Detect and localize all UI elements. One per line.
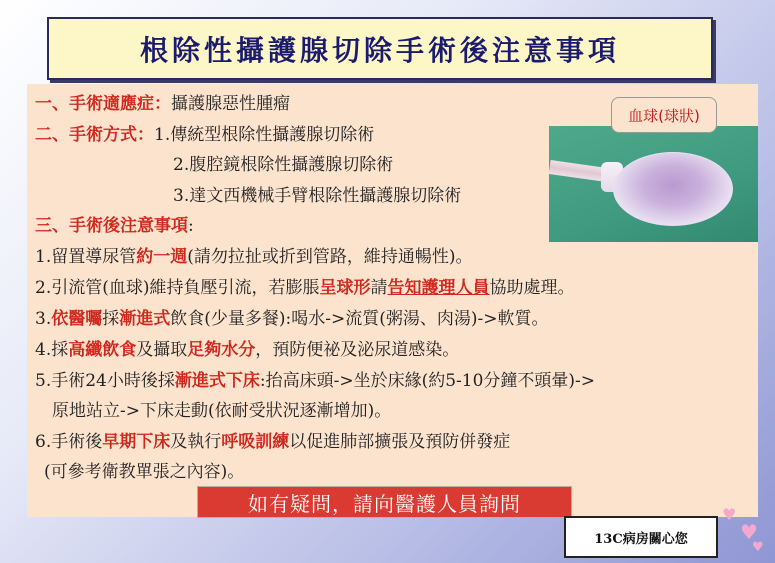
method-line-3 [173,184,461,208]
method-line-2 [173,153,393,177]
care-item-6 [35,430,510,454]
care-item-3 [35,307,548,331]
care-text: 原地站立->下床走動(依耐受狀況逐漸增加)。 [52,401,392,421]
method-label: 二、手術方式： [35,125,154,145]
care-highlight: 足夠水分 [187,340,256,360]
ward-footer: 13C病房關心您 [564,516,718,558]
care-text: 1.留置導尿管 [35,247,137,267]
care-heading [35,214,194,238]
care-highlight: 高纖飲食 [68,340,137,360]
care-item-4 [35,338,459,362]
care-item-5-cont [52,399,391,423]
care-highlight: 呼吸訓練 [221,432,290,452]
care-text: 及執行 [170,432,222,452]
care-text: 以促進肺部擴張及預防併發症 [289,432,511,452]
care-item-1 [35,245,473,269]
care-text: 協助處理。 [489,278,575,298]
care-highlight: 告知護理人員 [387,278,490,298]
care-text: 採 [102,309,120,329]
diagnosis-value: 攝護腺惡性腫瘤 [171,94,290,114]
care-text: ，預防便祕及泌尿道感染。 [255,340,460,360]
method-line-1 [35,123,374,147]
method-1: 1.傳統型根除性攝護腺切除術 [154,125,375,145]
care-highlight: 漸進式 [119,309,171,329]
care-text: (可參考衛教單張之內容)。 [44,462,245,482]
method-3: 3.達文西機械手臂根除性攝護腺切除術 [173,186,462,206]
care-text: 請 [370,278,388,298]
care-highlight: 依醫囑 [51,309,103,329]
diagnosis-label: 一、手術適應症： [35,94,171,114]
drain-bulb [613,152,733,226]
care-text: 4.採 [35,340,69,360]
care-text: 6.手術後 [35,432,103,452]
care-text: 及攝取 [136,340,188,360]
method-2: 2.腹腔鏡根除性攝護腺切除術 [173,155,394,175]
page-title: 根除性攝護腺切除手術後注意事項 [139,33,620,67]
care-text: 2.引流管(血球)維持負壓引流，若膨脹 [35,278,320,298]
care-text: 5.手術24小時後採 [35,371,175,391]
drain-bulb-photo [549,126,758,242]
care-text: (請勿拉扯或折到管路，維持通暢性)。 [187,247,473,267]
care-label: 三、手術後注意事項 [35,216,188,236]
care-highlight: 早期下床 [102,432,171,452]
diagnosis-line [35,92,290,116]
care-highlight: 呈球形 [319,278,371,298]
care-text: 3. [35,309,52,329]
photo-label: 血球(球狀) [611,97,717,133]
care-item-5 [35,369,595,393]
care-highlight: 約一週 [136,247,188,267]
heart-icon: ♥ [722,505,737,524]
title-box [47,17,713,80]
care-highlight: 漸進式下床 [174,371,260,391]
care-text: 飲食(少量多餐):喝水->流質(粥湯、肉湯)->軟質。 [170,309,549,329]
care-item-2 [35,276,574,300]
heart-icon: ♥ [740,520,758,544]
heart-icon: ♥ [752,540,764,555]
care-item-6-cont [44,460,244,484]
care-text: :抬高床頭->坐於床緣(約5-10分鐘不頭暈)-> [259,371,596,391]
contact-staff-button[interactable]: 如有疑問，請向醫護人員詢問 [197,486,572,518]
care-colon: : [188,216,194,236]
